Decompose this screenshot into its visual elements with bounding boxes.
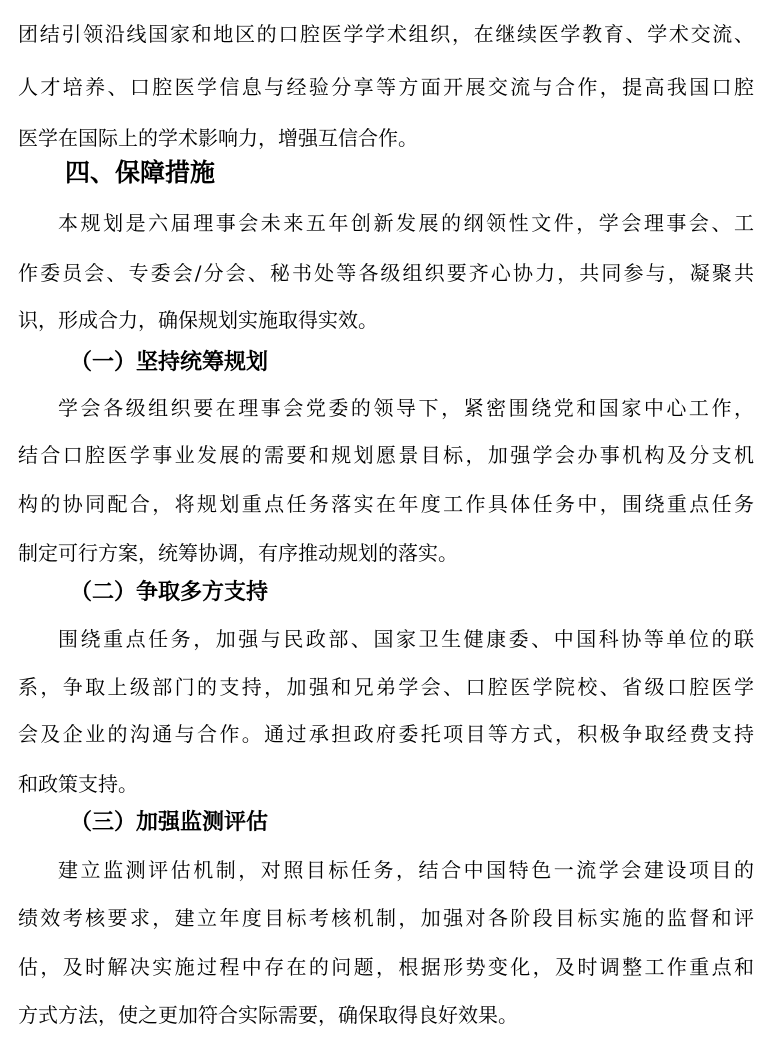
section4-line-1: 本规划是六届理事会未来五年创新发展的纲领性文件，学会理事会、工 — [58, 211, 754, 235]
sub3-line-2: 绩效考核要求，建立年度目标考核机制，加强对各阶段目标实施的监督和评 — [18, 906, 754, 930]
sub2-line-2: 系，争取上级部门的支持，加强和兄弟学会、口腔医学院校、省级口腔医学 — [18, 675, 754, 699]
intro-line-1: 团结引领沿线国家和地区的口腔医学学术组织，在继续医学教育、学术交流、 — [18, 22, 754, 46]
sub3-line-4: 方式方法，使之更加符合实际需要，确保取得良好效果。 — [18, 1003, 518, 1027]
section4-line-3: 识，形成合力，确保规划实施取得实效。 — [18, 308, 378, 332]
sub2-line-1: 围绕重点任务，加强与民政部、国家卫生健康委、中国科协等单位的联 — [58, 627, 754, 651]
subsection-heading-3: （三）加强监测评估 — [70, 810, 269, 835]
intro-line-3: 医学在国际上的学术影响力，增强互信合作。 — [18, 126, 418, 150]
section4-line-2: 作委员会、专委会/分会、秘书处等各级组织要齐心协力，共同参与，凝聚共 — [18, 261, 754, 285]
intro-line-2: 人才培养、口腔医学信息与经验分享等方面开展交流与合作，提高我国口腔 — [18, 75, 754, 99]
section-heading: 四、保障措施 — [65, 158, 216, 187]
sub3-line-1: 建立监测评估机制，对照目标任务，结合中国特色一流学会建设项目的 — [58, 858, 754, 882]
sub1-line-3: 构的协同配合，将规划重点任务落实在年度工作具体任务中，围绕重点任务 — [18, 492, 754, 516]
sub2-line-3: 会及企业的沟通与合作。通过承担政府委托项目等方式，积极争取经费支持 — [18, 722, 754, 746]
sub1-line-1: 学会各级组织要在理事会党委的领导下，紧密围绕党和国家中心工作， — [58, 396, 754, 420]
sub2-line-4: 和政策支持。 — [18, 772, 138, 796]
subsection-heading-1: （一）坚持统筹规划 — [70, 350, 269, 375]
sub1-line-2: 结合口腔医学事业发展的需要和规划愿景目标，加强学会办事机构及分支机 — [18, 443, 754, 467]
subsection-heading-2: （二）争取多方支持 — [70, 580, 269, 605]
sub3-line-3: 估，及时解决实施过程中存在的问题，根据形势变化，及时调整工作重点和 — [18, 955, 754, 979]
sub1-line-4: 制定可行方案，统筹协调，有序推动规划的落实。 — [18, 541, 458, 565]
